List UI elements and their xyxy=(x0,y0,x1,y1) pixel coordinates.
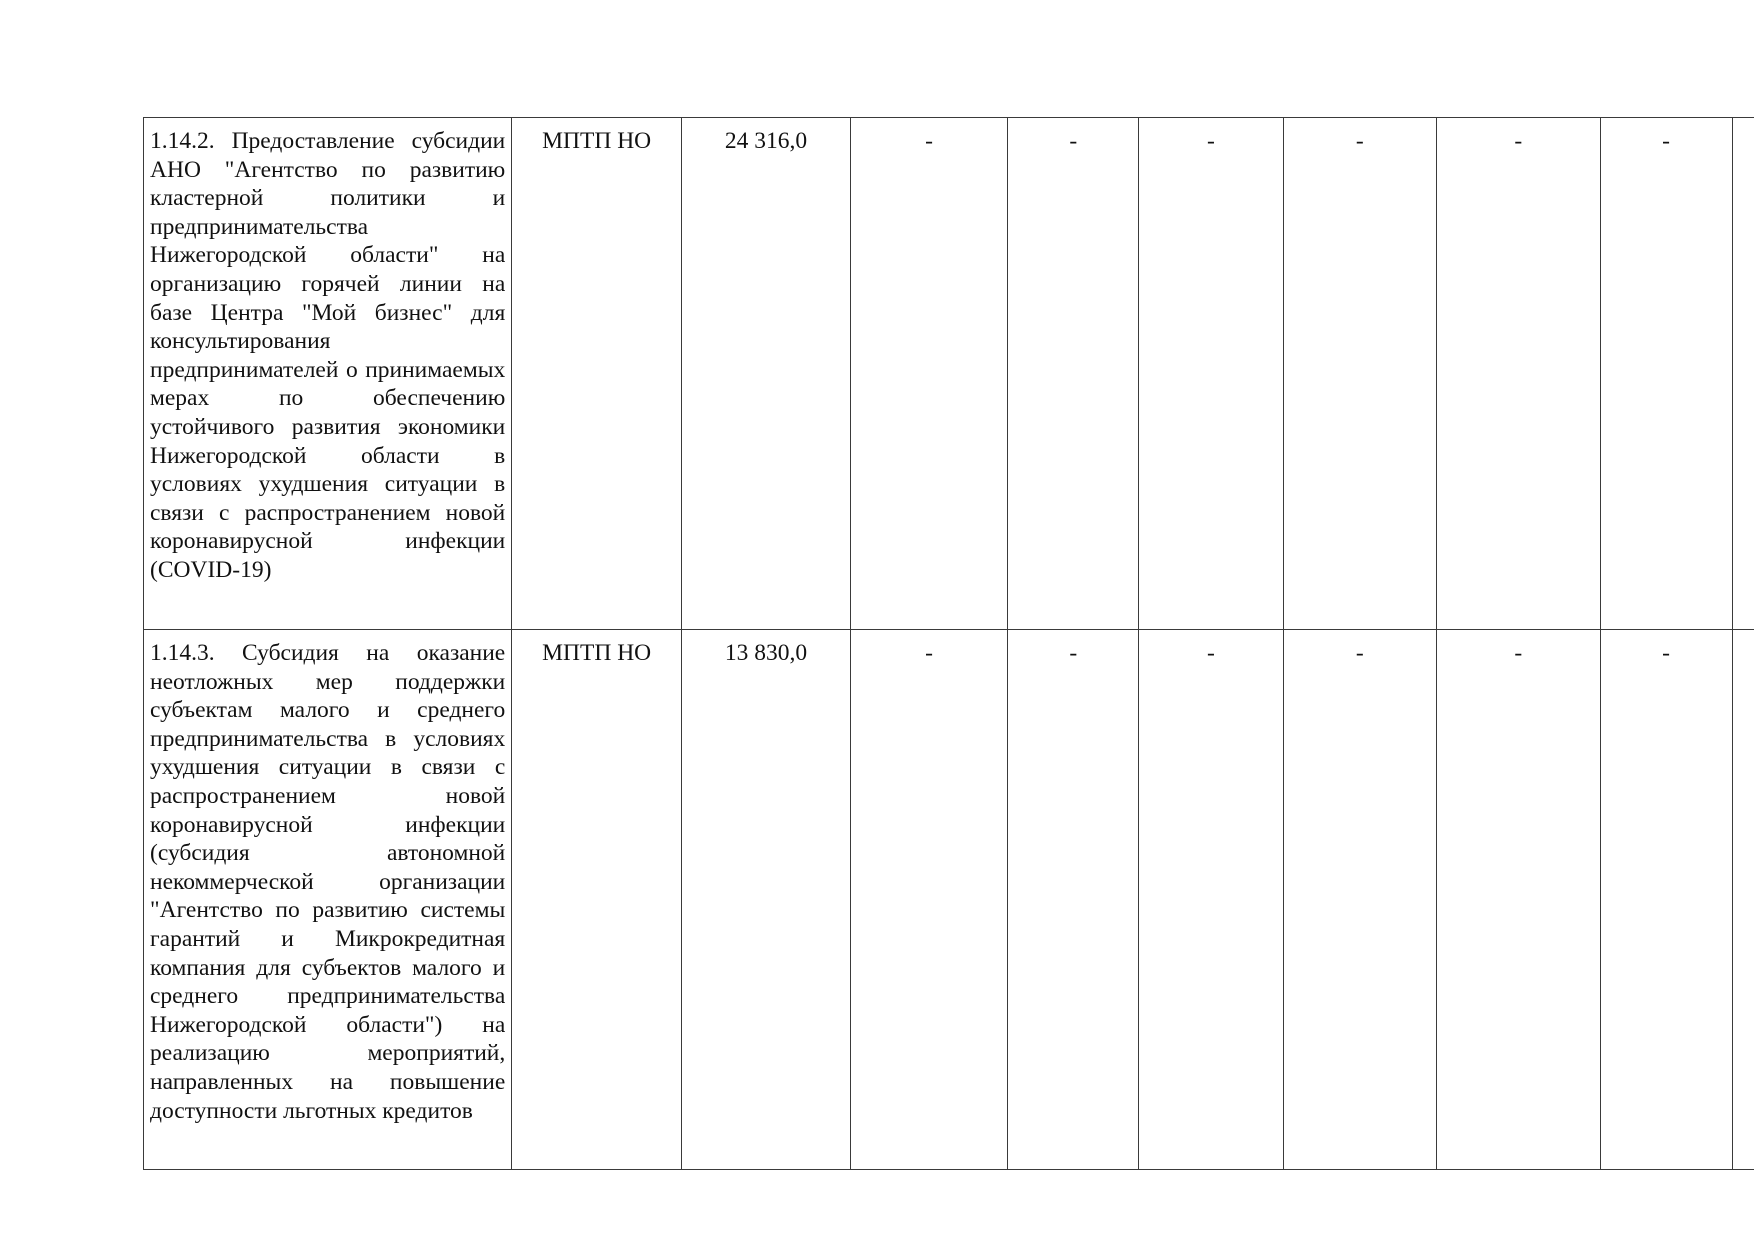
value-cell: - xyxy=(1139,118,1283,630)
executor-cell: МПТП НО xyxy=(512,118,682,630)
measure-description: 1.14.2. Предоставление субсидии АНО "Агентство по развитию кластерной политики и предпринимательства Нижегородской области" на организацию горячей линии на базе Центра "Мой бизнес" для консультирования предпринимателей о принимаемых мерах по обеспечению устойчивого развития экономики Нижегородской области в условиях ухудшения ситуации в связи с распространением новой коронавирусной инфекции (COVID-19) xyxy=(144,118,512,630)
value-cell: - xyxy=(850,118,1008,630)
value-cell xyxy=(1732,630,1754,1170)
value-cell: - xyxy=(1283,118,1436,630)
measure-description: 1.14.3. Субсидия на оказание неотложных мер поддержки субъектам малого и среднего предпринимательства в условиях ухудшения ситуации в связи с распространением новой коронавирусной инфекции (субсидия автономной некоммерческой организации "Агентство по развитию системы гарантий и Микрокредитная компания для субъектов малого и среднего предпринимательства Нижегородской области") на реализацию мероприятий, направленных на повышение доступности льготных кредитов xyxy=(144,630,512,1170)
value-cell: - xyxy=(1008,630,1139,1170)
value-cell xyxy=(1732,118,1754,630)
table-row xyxy=(144,630,1754,1170)
amount-cell: 13 830,0 xyxy=(682,630,851,1170)
value-cell: - xyxy=(1600,630,1732,1170)
table-row xyxy=(144,118,1754,630)
value-cell: - xyxy=(1139,630,1283,1170)
executor-cell: МПТП НО xyxy=(512,630,682,1170)
value-cell: - xyxy=(1600,118,1732,630)
value-cell: - xyxy=(1436,118,1600,630)
value-cell: - xyxy=(1436,630,1600,1170)
budget-table xyxy=(143,117,1754,1170)
value-cell: - xyxy=(850,630,1008,1170)
amount-cell: 24 316,0 xyxy=(682,118,851,630)
value-cell: - xyxy=(1008,118,1139,630)
value-cell: - xyxy=(1283,630,1436,1170)
